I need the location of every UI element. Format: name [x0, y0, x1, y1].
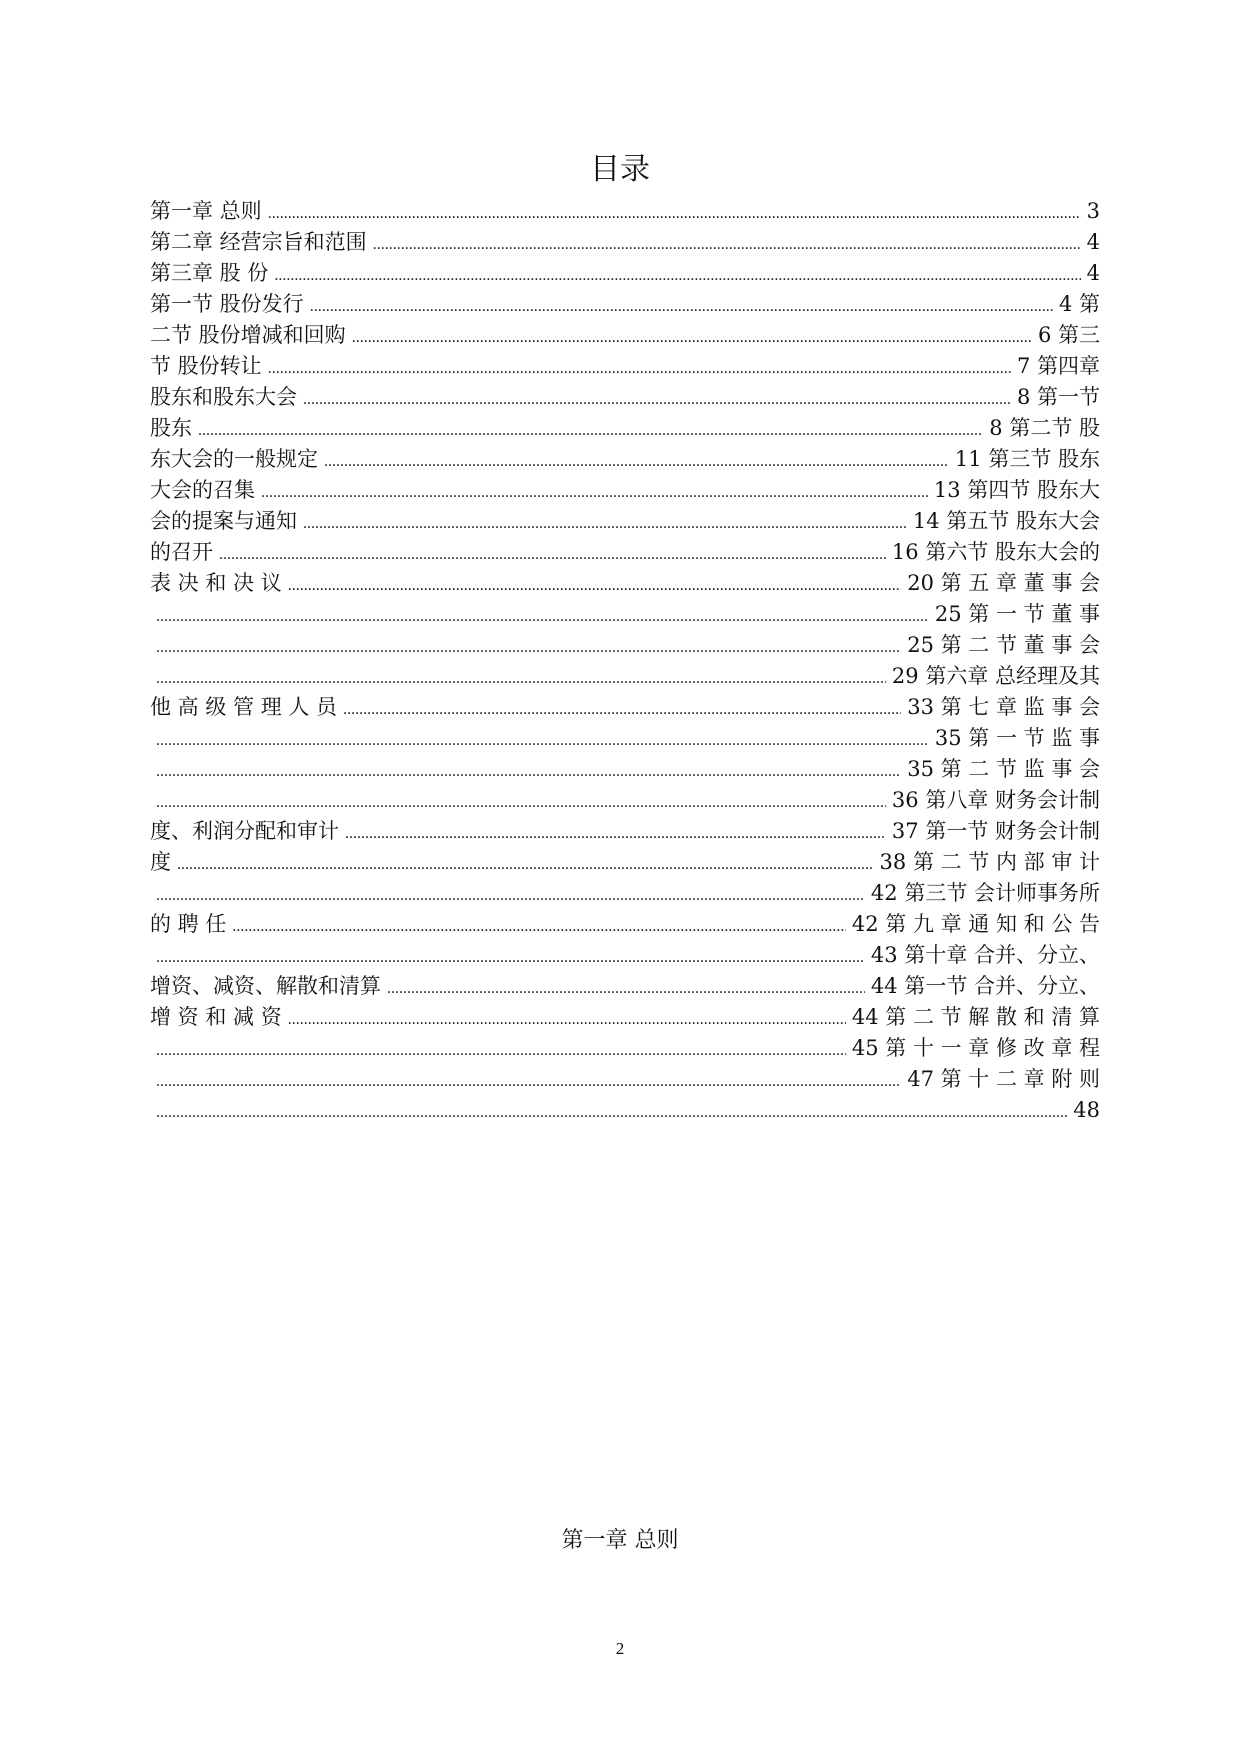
toc-entry[interactable] [150, 721, 1100, 752]
toc-entry[interactable] [150, 473, 1100, 504]
toc-entry[interactable] [150, 256, 1100, 287]
toc-entry[interactable] [150, 938, 1100, 969]
toc-entry-page: 6 第三 [1037, 323, 1100, 347]
toc-entry-page: 47 第 十 二 章 附 则 [907, 1067, 1100, 1091]
toc-entry[interactable] [150, 411, 1100, 442]
toc-dot-leader [268, 358, 1011, 380]
toc-entry[interactable] [150, 659, 1100, 690]
toc-entry[interactable] [150, 1093, 1100, 1124]
toc-entry[interactable] [150, 225, 1100, 256]
toc-entry[interactable] [150, 566, 1100, 597]
toc-dot-leader [352, 327, 1032, 349]
toc-entry-page: 3 [1086, 199, 1100, 223]
toc-entry-label: 增资、减资、解散和清算 [150, 974, 381, 998]
toc-dot-leader [156, 637, 901, 659]
toc-entry-page: 45 第 十 一 章 修 改 章 程 [851, 1036, 1100, 1060]
toc-entry[interactable] [150, 1031, 1100, 1062]
toc-dot-leader [288, 1009, 846, 1031]
toc-dot-leader [156, 947, 865, 969]
toc-dot-leader [303, 513, 907, 535]
toc-dot-leader [219, 544, 886, 566]
toc-dot-leader [288, 575, 902, 597]
chapter-heading: 第一章 总则 [561, 1528, 679, 1553]
toc-entry-label: 大会的召集 [150, 478, 255, 502]
page-number: 2 [615, 1639, 625, 1658]
toc-entry-page: 35 第 二 节 监 事 会 [907, 757, 1100, 781]
toc-dot-leader [177, 854, 874, 876]
toc-entry-page: 14 第五节 股东大会 [912, 509, 1100, 533]
toc-entry-label: 增 资 和 减 资 [150, 1005, 282, 1029]
toc-dot-leader [156, 885, 865, 907]
toc-entry-page: 20 第 五 章 董 事 会 [907, 571, 1100, 595]
toc-entry[interactable] [150, 783, 1100, 814]
toc-entry[interactable] [150, 969, 1100, 1000]
toc-dot-leader [156, 606, 929, 628]
toc-entry-page: 43 第十章 合并、分立、 [870, 943, 1100, 967]
toc-entry-label: 第二章 经营宗旨和范围 [150, 230, 367, 254]
toc-dot-leader [324, 451, 949, 473]
toc-dot-leader [373, 234, 1081, 256]
toc-entry[interactable] [150, 1062, 1100, 1093]
toc-entry[interactable] [150, 194, 1100, 225]
toc-dot-leader [156, 1071, 901, 1093]
toc-entry-page: 8 第一节 [1016, 385, 1100, 409]
toc-entry[interactable] [150, 287, 1100, 318]
toc-dot-leader [156, 792, 886, 814]
toc-entry-page: 4 第 [1058, 292, 1100, 316]
toc-entry[interactable] [150, 876, 1100, 907]
toc-dot-leader [156, 1102, 1067, 1124]
toc-entry-label: 二节 股份增减和回购 [150, 323, 346, 347]
toc-entry[interactable] [150, 752, 1100, 783]
toc-entry-page: 44 第一节 合并、分立、 [870, 974, 1100, 998]
toc-entry[interactable] [150, 442, 1100, 473]
toc-dot-leader [198, 420, 983, 442]
toc-entry-page: 42 第三节 会计师事务所 [870, 881, 1100, 905]
toc-entry[interactable] [150, 907, 1100, 938]
toc-entry-page: 29 第六章 总经理及其 [891, 664, 1100, 688]
table-of-contents [150, 194, 1100, 1124]
toc-entry[interactable] [150, 380, 1100, 411]
toc-entry-page: 38 第 二 节 内 部 审 计 [879, 850, 1100, 874]
toc-dot-leader [156, 668, 886, 690]
toc-entry[interactable] [150, 814, 1100, 845]
toc-title: 目录 [590, 152, 650, 187]
toc-entry[interactable] [150, 535, 1100, 566]
toc-entry-page: 25 第 二 节 董 事 会 [907, 633, 1100, 657]
toc-entry-page: 36 第八章 财务会计制 [891, 788, 1100, 812]
toc-entry-page: 35 第 一 节 监 事 [934, 726, 1100, 750]
toc-entry-label: 股东 [150, 416, 192, 440]
toc-entry[interactable] [150, 845, 1100, 876]
toc-entry-label: 度、利润分配和审计 [150, 819, 339, 843]
toc-entry-page: 42 第 九 章 通 知 和 公 告 [851, 912, 1100, 936]
toc-entry[interactable] [150, 628, 1100, 659]
toc-entry-page: 16 第六节 股东大会的 [891, 540, 1100, 564]
toc-entry-page: 4 [1086, 261, 1100, 285]
toc-entry-label: 节 股份转让 [150, 354, 262, 378]
toc-dot-leader [343, 699, 901, 721]
toc-entry-label: 股东和股东大会 [150, 385, 297, 409]
toc-entry-label: 会的提案与通知 [150, 509, 297, 533]
toc-entry-label: 表 决 和 决 议 [150, 571, 282, 595]
toc-entry-label: 第三章 股 份 [150, 261, 269, 285]
toc-entry-page: 8 第二节 股 [989, 416, 1100, 440]
toc-dot-leader [274, 265, 1080, 287]
toc-entry[interactable] [150, 318, 1100, 349]
toc-entry-page: 25 第 一 节 董 事 [934, 602, 1100, 626]
toc-entry[interactable] [150, 349, 1100, 380]
toc-entry-page: 7 第四章 [1016, 354, 1100, 378]
toc-dot-leader [345, 823, 886, 845]
toc-entry-label: 他 高 级 管 理 人 员 [150, 695, 338, 719]
toc-entry[interactable] [150, 690, 1100, 721]
toc-dot-leader [156, 730, 929, 752]
toc-entry-page: 37 第一节 财务会计制 [891, 819, 1100, 843]
toc-dot-leader [303, 389, 1011, 411]
toc-entry-page: 44 第 二 节 解 散 和 清 算 [851, 1005, 1100, 1029]
toc-entry-page: 48 [1073, 1098, 1100, 1122]
toc-entry[interactable] [150, 504, 1100, 535]
toc-entry-page: 33 第 七 章 监 事 会 [907, 695, 1100, 719]
toc-dot-leader [387, 978, 865, 1000]
toc-entry-page: 11 第三节 股东 [954, 447, 1100, 471]
toc-entry-page: 4 [1086, 230, 1100, 254]
toc-entry-label: 东大会的一般规定 [150, 447, 318, 471]
toc-entry-label: 第一章 总则 [150, 199, 262, 223]
toc-entry[interactable] [150, 1000, 1100, 1031]
toc-entry-label: 第一节 股份发行 [150, 292, 304, 316]
toc-entry-label: 度 [150, 850, 171, 874]
toc-dot-leader [310, 296, 1053, 318]
toc-entry-label: 的 聘 任 [150, 912, 227, 936]
toc-entry[interactable] [150, 597, 1100, 628]
toc-entry-label: 的召开 [150, 540, 213, 564]
toc-dot-leader [156, 761, 901, 783]
toc-dot-leader [232, 916, 846, 938]
toc-dot-leader [268, 203, 1081, 225]
toc-dot-leader [261, 482, 928, 504]
toc-dot-leader [156, 1040, 846, 1062]
toc-entry-page: 13 第四节 股东大 [933, 478, 1100, 502]
